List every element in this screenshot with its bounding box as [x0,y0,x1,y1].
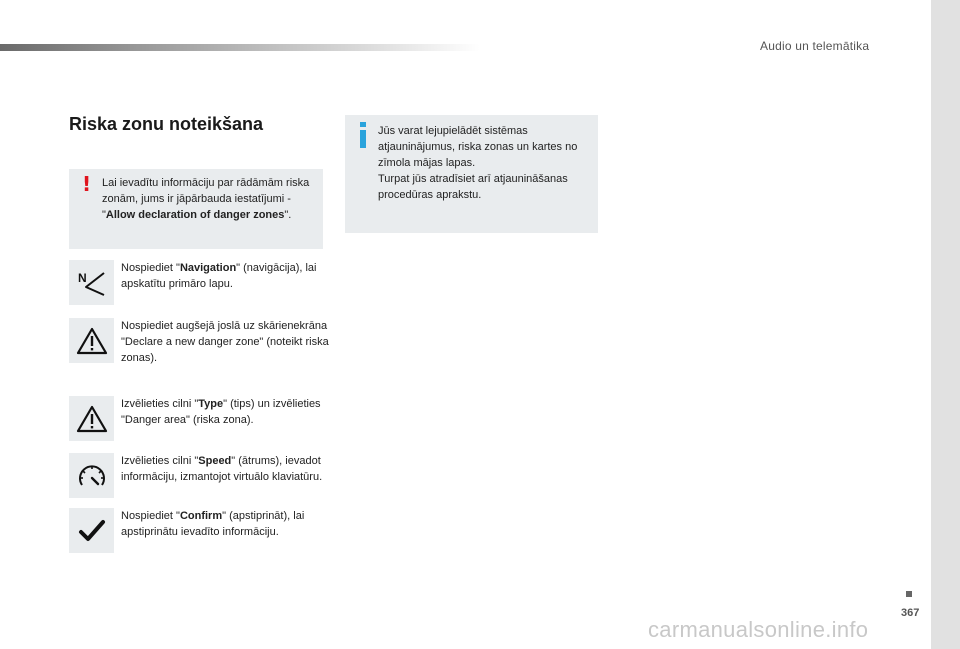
warning-note-text: Lai ievadītu informāciju par rādāmām riska zonām, jums ir jāpārbauda iestatījumi - "Allow declaration of danger zones". [102,177,310,221]
speedometer-icon [69,453,114,498]
page-edge-strip [931,0,960,649]
warning-triangle-icon [69,318,114,363]
info-note-text: Jūs varat lejupielādēt sistēmas atjauninājumus, riska zonas un kartes no zīmola mājas lapas. Turpat jūs atradīsiet arī atjaunināšanas procedūras aprakstu. [378,125,578,201]
step-text: Izvēlieties cilni "Speed" (ātrums), ievadot informāciju, izmantojot virtuālo klaviatūru. [121,455,323,483]
page-marker [906,591,912,597]
header-gradient-bar [0,44,480,51]
page-number: 367 [901,607,920,619]
info-icon [356,120,370,150]
exclamation-icon: ! [82,172,92,196]
step-text: Nospiediet augšejā joslā uz skārienekrāna "Declare a new danger zone" (noteikt riska zonas). [121,320,329,364]
checkmark-icon [69,508,114,553]
watermark: carmanualsonline.info [648,617,869,642]
page-title: Riska zonu noteikšana [69,114,264,134]
section-title: Audio un telemātika [760,39,870,53]
warning-note [69,169,323,249]
navigation-icon [69,260,114,305]
svg-text:N: N [77,270,87,285]
step-text: Nospiediet "Navigation" (navigācija), lai apskatītu primāro lapu. [121,262,317,290]
step-text: Izvēlieties cilni "Type" (tips) un izvēlieties "Danger area" (riska zona). [121,398,321,426]
warning-triangle-icon [69,396,114,441]
step-text: Nospiediet "Confirm" (apstiprināt), lai apstiprinātu ievadīto informāciju. [121,510,305,538]
info-note [345,115,598,233]
